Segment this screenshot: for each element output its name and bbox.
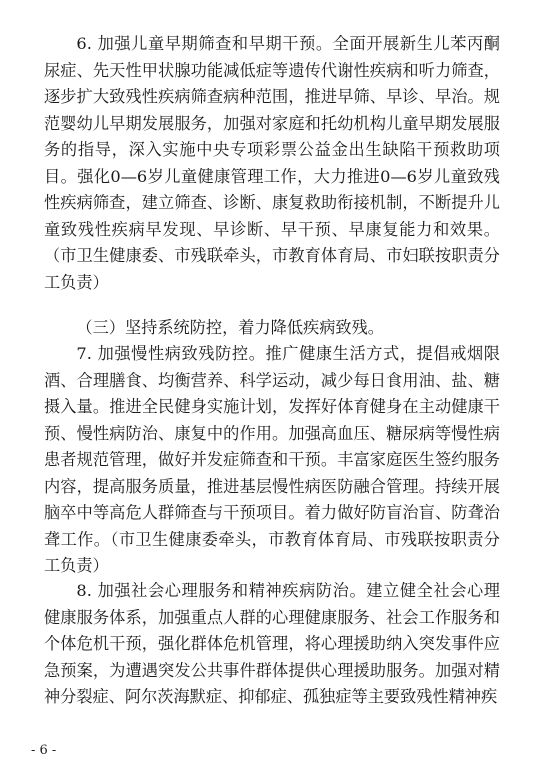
section-heading-3: （三）坚持系统防控，着力降低疾病致残。: [76, 318, 384, 337]
paragraph-8-mental-health: 8. 加强社会心理服务和精神疾病防治。建立健全社会心理健康服务体系，加强重点人群的心理健康服务、社会工作服务和个体危机干预，强化群体危机管理，将心理援助纳入突发事件应急预案，为遭遇突发公共事件群体提供心理援助服务。加强对精神分裂症、阿尔茨海默症、抑郁症、孤独症等主要致残性精神疾: [44, 581, 500, 706]
page-number: - 6 -: [31, 743, 57, 758]
paragraph-6-child-screening: 6. 加强儿童早期筛查和早期干预。全面开展新生儿苯丙酮尿症、先天性甲状腺功能减低症等遗传代谢性疾病和听力筛查，逐步扩大致残性疾病筛查病种范围，推进早筛、早诊、早治。规范婴幼儿早期发展服务，加强对家庭和托幼机构儿童早期发展服务的指导，深入实施中央专项彩票公益金出生缺陷干预救助项目。强化0—6岁儿童健康管理工作，大力推进0—6岁儿童致残性疾病筛查，建立筛查、诊断、康复救助衔接机制，不断提升儿童致残性疾病早发现、早诊断、早干预、早康复能力和效果。（市卫生健康委、市残联牵头，市教育体育局、市妇联按职责分工负责）: [44, 34, 500, 292]
paragraph-7-chronic-disease: 7. 加强慢性病致残防控。推广健康生活方式，提倡戒烟限酒、合理膳食、均衡营养、科学运动，减少每日食用油、盐、糖摄入量。推进全民健身实施计划，发挥好体育健身在主动健康干预、慢性病防治、康复中的作用。加强高血压、糖尿病等慢性病患者规范管理，做好并发症筛查和干预。丰富家庭医生签约服务内容，提高服务质量，推进基层慢性病医防融合管理。持续开展脑卒中等高危人群筛查与干预项目。着力做好防盲治盲、防聋治聋工作。（市卫生健康委牵头，市教育体育局、市残联按职责分工负责）: [44, 344, 500, 575]
